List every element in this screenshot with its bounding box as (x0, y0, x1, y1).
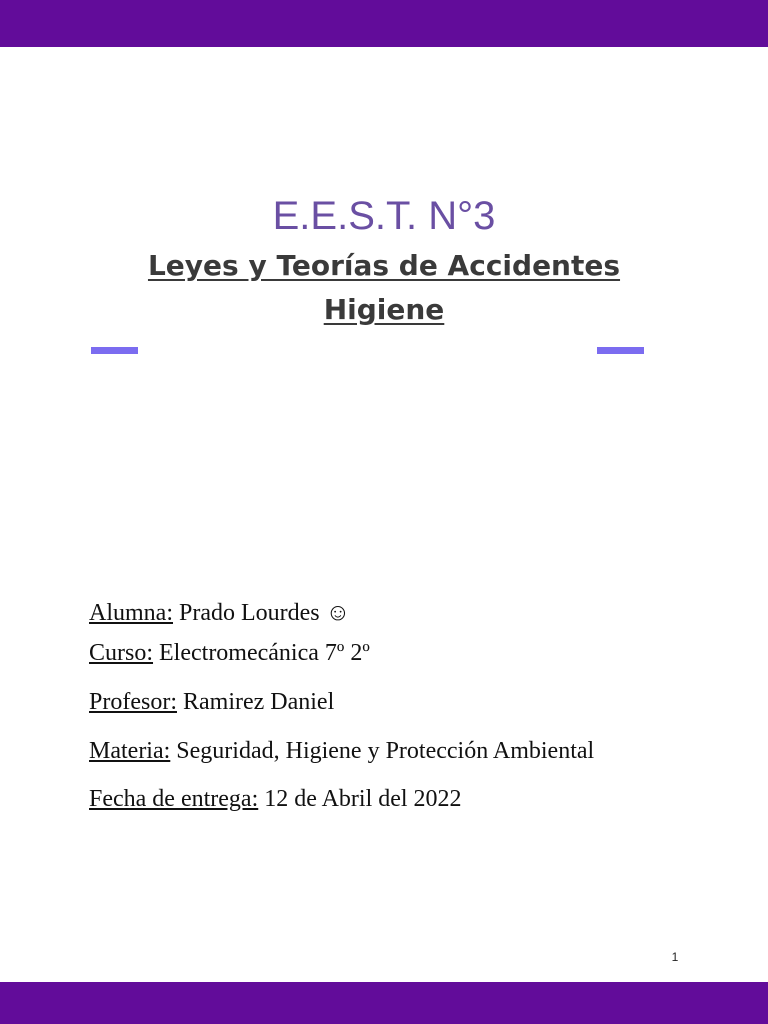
accent-bar-right (597, 347, 644, 354)
page-number: 1 (671, 950, 679, 964)
student-row (89, 597, 350, 629)
course-label: Curso: (89, 640, 154, 666)
document-title-line-2: Higiene (323, 293, 445, 326)
due-date-row (89, 783, 462, 815)
student-label: Alumna: (89, 600, 173, 626)
student-value: Prado Lourdes ☺ (179, 600, 351, 626)
subject-label: Materia: (89, 738, 171, 764)
due-date-label: Fecha de entrega: (89, 786, 259, 812)
subject-row (89, 735, 594, 767)
teacher-row (89, 686, 334, 718)
teacher-value: Ramirez Daniel (182, 689, 335, 715)
due-date-value: 12 de Abril del 2022 (264, 786, 462, 812)
teacher-label: Profesor: (89, 689, 177, 715)
top-color-band (0, 0, 768, 47)
course-value: Electromecánica 7º 2º (159, 640, 370, 666)
bottom-color-band (0, 982, 768, 1024)
accent-bar-left (91, 347, 138, 354)
document-title-line-1: Leyes y Teorías de Accidentes (147, 249, 621, 282)
school-title: E.E.S.T. N°3 (272, 194, 496, 238)
subject-value: Seguridad, Higiene y Protección Ambiental (176, 738, 595, 764)
course-row (89, 637, 370, 669)
